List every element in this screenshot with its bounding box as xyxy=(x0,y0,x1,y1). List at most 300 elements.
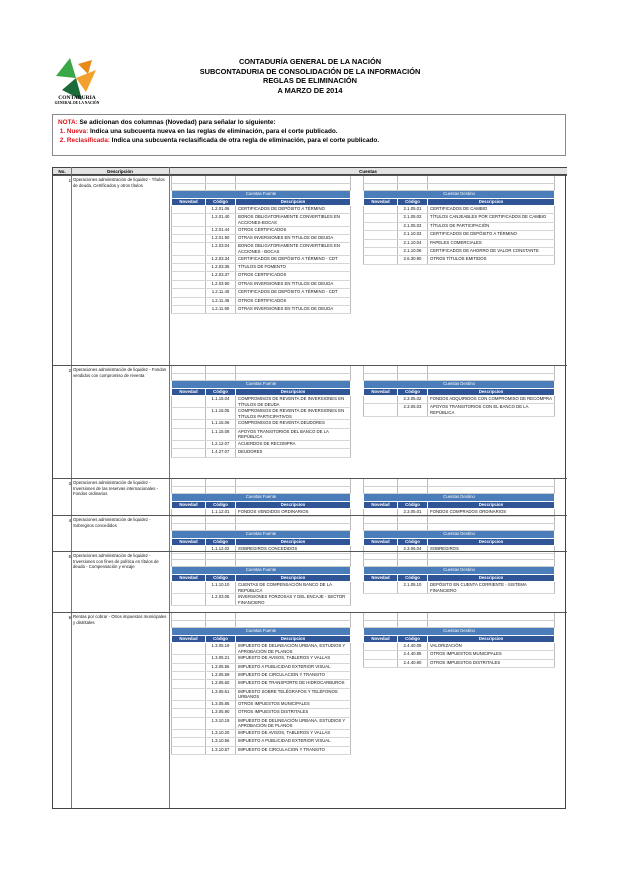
section-block xyxy=(53,551,567,612)
codigo-cell: 2.1.10.04 xyxy=(398,239,428,247)
table-row xyxy=(364,659,555,667)
codigo-cell: 1.3.05.60 xyxy=(206,680,236,688)
novedad-cell xyxy=(364,396,398,404)
novedad-header: Novedad xyxy=(364,538,398,546)
descripcion-cell: OTROS IMPUESTOS DISTRITALES xyxy=(428,659,555,667)
codigo-header: Código xyxy=(398,501,428,509)
descripcion-cell: DEUDORES xyxy=(236,449,351,457)
codigo-cell: 2.1.05.01 xyxy=(398,206,428,214)
codigo-header: Código xyxy=(206,574,236,582)
descripcion-header: Descripcion xyxy=(428,388,555,396)
descripcion-cell: DEPÓSITO EN CUENTA CORRIENTE - SISTEMA FINANCIERO xyxy=(428,582,555,594)
descripcion-header: Descripcion xyxy=(428,635,555,643)
header-line-4: A MARZO DE 2014 xyxy=(277,85,343,95)
destino-title: Cuentas Destino xyxy=(364,190,555,198)
descripcion-cell: SOBREGIROS xyxy=(428,546,555,554)
novedad-cell xyxy=(172,297,206,305)
header-line-1: CONTADURÍA GENERAL DE LA NACIÓN xyxy=(238,57,382,66)
cuentas-fuente-table xyxy=(171,613,351,755)
destino-band xyxy=(364,380,555,388)
novedad-header: Novedad xyxy=(172,538,206,546)
descripcion-cell: ACUERDOS DE RECOMPRA xyxy=(236,440,351,448)
header-line-3: REGLAS DE ELIMINACIÓN xyxy=(262,76,358,86)
table-row xyxy=(172,243,351,255)
destino-band xyxy=(364,566,555,574)
spacer-row xyxy=(364,479,555,486)
table-row xyxy=(364,404,555,416)
section-description: Operaciones administración de liquidez - Sobregiros concedidos xyxy=(73,517,151,528)
destino-band xyxy=(364,493,555,501)
descripcion-cell: COMPROMISOS DE REVENTA DE INVERSIONES EN TÍTULOS PARTICIPATIVOS xyxy=(236,408,351,420)
descripcion-cell: OTRAS INVERSIONES EN TITULOS DE DEUDA xyxy=(236,305,351,313)
novedad-cell xyxy=(172,420,206,428)
codigo-cell: 1.2.11.40 xyxy=(206,289,236,297)
codigo-cell: 1.4.27.07 xyxy=(206,449,236,457)
codigo-cell: 1.3.10.20 xyxy=(206,729,236,737)
fuente-column-headers xyxy=(172,501,351,509)
table-row xyxy=(364,396,555,404)
descripcion-cell: CERTIFICADOS DE DEPÓSITO A TÉRMINO - CDT xyxy=(236,255,351,263)
codigo-cell: 1.1.15.04 xyxy=(206,396,236,408)
fuente-title: Cuentas Fuente xyxy=(172,493,351,501)
destino-column-headers xyxy=(364,538,555,546)
novedad-header: Novedad xyxy=(364,574,398,582)
descripcion-header: Descripcion xyxy=(236,198,351,206)
codigo-header: Código xyxy=(206,198,236,206)
novedad-cell xyxy=(172,680,206,688)
novedad-cell xyxy=(172,206,206,214)
fuente-title: Cuentas Fuente xyxy=(172,530,351,538)
table-row xyxy=(364,206,555,214)
cuentas-fuente-table xyxy=(171,516,351,554)
descripcion-cell: TÍTULOS DE PARTICIPACIÓN xyxy=(428,222,555,230)
descripcion-cell: VALORIZACIÓN xyxy=(428,643,555,651)
destino-band xyxy=(364,190,555,198)
table-row xyxy=(172,671,351,679)
cuentas-destino-table xyxy=(363,516,555,554)
codigo-cell: 2.1.10.03 xyxy=(398,231,428,239)
fuente-title: Cuentas Fuente xyxy=(172,566,351,574)
codigo-cell: 1.3.10.56 xyxy=(206,738,236,746)
descripcion-cell: IMPUESTO DE DELINEACIÓN URBANA, ESTUDIOS Y APROBACIÓN DE PLANOS xyxy=(236,643,351,655)
logo-subtext: GENERAL DE LA NACIÓN xyxy=(54,101,100,105)
spacer-row xyxy=(172,479,351,486)
codigo-cell: 1.2.03.34 xyxy=(206,255,236,263)
novedad-cell xyxy=(364,206,398,214)
descripcion-header: Descripcion xyxy=(236,501,351,509)
table-row xyxy=(364,222,555,230)
table-row xyxy=(364,231,555,239)
destino-title: Cuentas Destino xyxy=(364,493,555,501)
destino-title: Cuentas Destino xyxy=(364,566,555,574)
descripcion-cell: TÍTULOS CANJEABLES POR CERTIFICADOS DE CAMBIO xyxy=(428,214,555,222)
fuente-title: Cuentas Fuente xyxy=(172,380,351,388)
spacer-row xyxy=(364,552,555,559)
cuentas-destino-table xyxy=(363,613,555,668)
codigo-cell: 1.2.11.45 xyxy=(206,297,236,305)
fuente-title: Cuentas Fuente xyxy=(172,627,351,635)
table-row xyxy=(364,582,555,594)
table-row xyxy=(172,440,351,448)
novedad-header: Novedad xyxy=(172,198,206,206)
novedad-cell xyxy=(172,671,206,679)
novedad-cell xyxy=(364,256,398,264)
codigo-header: Código xyxy=(398,198,428,206)
descripcion-cell: CUENTAS DE COMPENSACIÓN BANCO DE LA REPÚBLICA xyxy=(236,582,351,594)
nota-item-reclasificada xyxy=(58,136,560,145)
descripcion-cell: BONOS OBLIGATORIAMENTE CONVERTIBLES EN ACCIONES - BOCAS xyxy=(236,243,351,255)
novedad-cell xyxy=(172,663,206,671)
cuentas-destino-table xyxy=(363,552,555,594)
descripcion-cell: TÍTULOS DE FOMENTO xyxy=(236,263,351,271)
nota-box xyxy=(52,114,566,156)
col-cuentas-header: Cuentas xyxy=(359,169,377,174)
rules-table xyxy=(52,167,566,809)
codigo-cell: 2.4.40.90 xyxy=(398,659,428,667)
novedad-cell xyxy=(172,440,206,448)
descripcion-cell: CERTIFICADOS DE CAMBIO xyxy=(428,206,555,214)
codigo-cell: 1.2.03.35 xyxy=(206,263,236,271)
novedad-header: Novedad xyxy=(364,501,398,509)
descripcion-cell: OTROS CERTIFICADOS xyxy=(236,226,351,234)
novedad-header: Novedad xyxy=(172,388,206,396)
cuentas-destino-table xyxy=(363,366,555,417)
novedad-header: Novedad xyxy=(364,635,398,643)
novedad-cell xyxy=(172,243,206,255)
spacer-row xyxy=(172,620,351,627)
destino-band xyxy=(364,530,555,538)
spacer-row xyxy=(172,486,351,493)
novedad-cell xyxy=(364,659,398,667)
novedad-cell xyxy=(172,289,206,297)
fuente-band xyxy=(172,493,351,501)
fuente-band xyxy=(172,566,351,574)
descripcion-cell: COMPROMISOS DE REVENTA DEUDORES xyxy=(236,420,351,428)
codigo-cell: 1.2.01.44 xyxy=(206,226,236,234)
table-row xyxy=(172,643,351,655)
descripcion-cell: CERTIFICADOS DE DEPÓSITO A TÉRMINO xyxy=(236,206,351,214)
descripcion-cell: BONOS OBLIGATORIAMENTE CONVERTIBLES EN ACCIONES-BOCAS xyxy=(236,214,351,226)
fuente-column-headers xyxy=(172,538,351,546)
codigo-cell: 1.2.03.37 xyxy=(206,272,236,280)
descripcion-header: Descripcion xyxy=(428,198,555,206)
section-block xyxy=(53,365,567,478)
nota-item-2-text: Indica una subcuenta reclasificada de otra regla de eliminación, para el corte publicado. xyxy=(109,137,380,145)
table-row xyxy=(172,263,351,271)
codigo-cell: 1.3.05.61 xyxy=(206,688,236,700)
fuente-band xyxy=(172,627,351,635)
cuentas-fuente-table xyxy=(171,176,351,314)
codigo-cell: 1.3.05.59 xyxy=(206,671,236,679)
novedad-cell xyxy=(364,222,398,230)
descripcion-cell: IMPUESTO DE CIRCULACION Y TRANSITO xyxy=(236,671,351,679)
section-number: 4 xyxy=(68,518,71,523)
codigo-cell: 1.3.05.85 xyxy=(206,700,236,708)
table-row xyxy=(364,247,555,255)
nota-item-2-num: 2. xyxy=(59,137,66,145)
novedad-header: Novedad xyxy=(172,635,206,643)
spacer-row xyxy=(364,486,555,493)
codigo-cell: 1.1.12.02 xyxy=(206,546,236,554)
novedad-cell xyxy=(172,272,206,280)
spacer-row xyxy=(172,373,351,380)
fuente-column-headers xyxy=(172,574,351,582)
codigo-cell: 1.1.15.06 xyxy=(206,420,236,428)
spacer-row xyxy=(172,183,351,190)
descripcion-header: Descripcion xyxy=(236,635,351,643)
codigo-cell: 1.1.12.01 xyxy=(206,509,236,517)
descripcion-cell: CERTIFICADOS DE DEPÓSITO A TÉRMINO xyxy=(428,231,555,239)
codigo-header: Código xyxy=(398,574,428,582)
section-number: 6 xyxy=(68,615,71,620)
table-row xyxy=(172,280,351,288)
descripcion-cell: IMPUESTO DE DELINEACIÓN URBANA, ESTUDIOS Y APROBACIÓN DE PLANOS xyxy=(236,717,351,729)
table-row xyxy=(172,272,351,280)
novedad-cell xyxy=(172,255,206,263)
novedad-cell xyxy=(172,449,206,457)
codigo-cell: 1.2.01.06 xyxy=(206,206,236,214)
descripcion-cell: COMPROMISOS DE REVENTA DE INVERSIONES EN TÍTULOS DE DEUDA xyxy=(236,396,351,408)
codigo-cell: 1.2.01.90 xyxy=(206,234,236,242)
table-row xyxy=(172,396,351,408)
nota-line xyxy=(58,118,560,127)
novedad-cell xyxy=(172,738,206,746)
codigo-cell: 1.1.10.10 xyxy=(206,582,236,594)
table-row xyxy=(172,255,351,263)
spacer-row xyxy=(364,620,555,627)
spacer-row xyxy=(172,176,351,183)
novedad-cell xyxy=(364,231,398,239)
novedad-cell xyxy=(172,729,206,737)
table-row xyxy=(172,582,351,594)
novedad-cell xyxy=(172,396,206,408)
descripcion-cell: SOBREGIROS CONCEDIDOS xyxy=(236,546,351,554)
descripcion-cell: FONDOS ADQUIRIDOS CON COMPROMISO DE RECOMPRA xyxy=(428,396,555,404)
descripcion-cell: IMPUESTO A PUBLICIDAD EXTERIOR VISUAL xyxy=(236,663,351,671)
table-row xyxy=(172,738,351,746)
table-row xyxy=(172,408,351,420)
nota-item-nueva xyxy=(58,127,560,136)
descripcion-header: Descripcion xyxy=(236,574,351,582)
codigo-cell: 1.3.05.19 xyxy=(206,643,236,655)
novedad-cell xyxy=(172,582,206,594)
fuente-band xyxy=(172,190,351,198)
nota-label: NOTA: xyxy=(58,119,78,126)
spacer-row xyxy=(172,523,351,530)
novedad-cell xyxy=(364,214,398,222)
section-description: Operaciones administración de liquidez - Títulos de deuda, Certificados y otros títulos xyxy=(73,177,165,188)
destino-column-headers xyxy=(364,635,555,643)
spacer-row xyxy=(364,183,555,190)
spacer-row xyxy=(172,552,351,559)
spacer-row xyxy=(364,516,555,523)
table-row xyxy=(172,206,351,214)
table-row xyxy=(172,663,351,671)
novedad-cell xyxy=(172,700,206,708)
novedad-cell xyxy=(172,746,206,754)
spacer-row xyxy=(172,559,351,566)
table-row xyxy=(172,289,351,297)
destino-band xyxy=(364,627,555,635)
destino-column-headers xyxy=(364,388,555,396)
codigo-cell: 2.1.10.06 xyxy=(398,247,428,255)
spacer-row xyxy=(364,523,555,530)
novedad-cell xyxy=(172,688,206,700)
table-row xyxy=(172,717,351,729)
codigo-cell: 1.1.15.08 xyxy=(206,428,236,440)
novedad-cell xyxy=(364,582,398,594)
descripcion-cell: OTROS IMPUESTOS MUNICIPALES xyxy=(236,700,351,708)
fuente-column-headers xyxy=(172,198,351,206)
codigo-cell: 2.4.40.85 xyxy=(398,651,428,659)
descripcion-cell: OTROS IMPUESTOS MUNICIPALES xyxy=(428,651,555,659)
codigo-header: Código xyxy=(398,635,428,643)
codigo-cell: 2.3.06.04 xyxy=(398,546,428,554)
codigo-header: Código xyxy=(398,538,428,546)
novedad-header: Novedad xyxy=(364,198,398,206)
col-no-header: No. xyxy=(58,169,66,174)
descripcion-cell: IMPUESTO A PUBLICIDAD EXTERIOR VISUAL xyxy=(236,738,351,746)
codigo-header: Código xyxy=(206,635,236,643)
header-line-2: SUBCONTADURIA DE CONSOLIDACIÓN DE LA INFORMACIÓN xyxy=(199,66,421,76)
novedad-header: Novedad xyxy=(172,574,206,582)
novedad-cell xyxy=(172,226,206,234)
codigo-cell: 1.2.11.90 xyxy=(206,305,236,313)
destino-column-headers xyxy=(364,198,555,206)
descripcion-header: Descripcion xyxy=(236,538,351,546)
section-description: Operaciones administración de liquidez - Fondos vendidos con compromiso de reventa xyxy=(73,367,167,378)
novedad-cell xyxy=(172,263,206,271)
table-row xyxy=(172,594,351,606)
table-row xyxy=(172,428,351,440)
fuente-column-headers xyxy=(172,388,351,396)
novedad-cell xyxy=(172,643,206,655)
table-row xyxy=(172,234,351,242)
codigo-cell: 1.2.03.05 xyxy=(206,594,236,606)
descripcion-cell: IMPUESTO DE AVISOS, TABLEROS Y VALLAS xyxy=(236,655,351,663)
descripcion-header: Descripcion xyxy=(428,538,555,546)
codigo-cell: 1.2.03.04 xyxy=(206,243,236,255)
section-block xyxy=(53,175,567,365)
codigo-cell: 2.1.05.03 xyxy=(398,222,428,230)
descripcion-cell: FONDOS VENDIDOS ORDINARIOS xyxy=(236,509,351,517)
section-block xyxy=(53,612,567,809)
nota-item-2-label: Reclasificada: xyxy=(66,137,110,145)
nota-text: Se adicionan dos columnas (Novedad) para señalar lo siguiente: xyxy=(77,119,276,126)
destino-title: Cuentas Destino xyxy=(364,530,555,538)
spacer-row xyxy=(172,516,351,523)
codigo-cell: 2.3.05.02 xyxy=(398,396,428,404)
novedad-cell xyxy=(172,594,206,606)
descripcion-cell: APOYOS TRANSITORIOS DEL BANCO DE LA REPÚBLICA xyxy=(236,428,351,440)
table-header-row xyxy=(53,167,567,175)
logo-name: CONTADURIA xyxy=(58,95,96,101)
table-row xyxy=(172,420,351,428)
spacer-row xyxy=(364,176,555,183)
descripcion-cell: APOYOS TRANSITORIOS CON EL BANCO DE LA REPÚBLICA xyxy=(428,404,555,416)
codigo-header: Código xyxy=(206,388,236,396)
codigo-cell: 2.3.05.01 xyxy=(398,509,428,517)
table-row xyxy=(364,651,555,659)
novedad-cell xyxy=(364,247,398,255)
novedad-cell xyxy=(172,709,206,717)
descripcion-cell: OTROS CERTIFICADOS xyxy=(236,272,351,280)
novedad-cell xyxy=(364,404,398,416)
novedad-cell xyxy=(364,643,398,651)
codigo-cell: 1.3.05.56 xyxy=(206,663,236,671)
codigo-cell: 2.6.30.90 xyxy=(398,256,428,264)
descripcion-cell: OTROS TÍTULOS EMITIDOS xyxy=(428,256,555,264)
cuentas-fuente-table xyxy=(171,552,351,606)
codigo-cell: 1.1.15.05 xyxy=(206,408,236,420)
table-row xyxy=(172,729,351,737)
table-row xyxy=(172,449,351,457)
spacer-row xyxy=(364,559,555,566)
novedad-cell xyxy=(172,214,206,226)
codigo-cell: 1.3.05.21 xyxy=(206,655,236,663)
cuentas-destino-table xyxy=(363,479,555,517)
table-row xyxy=(364,239,555,247)
document-header xyxy=(0,57,620,95)
spacer-row xyxy=(364,366,555,373)
fuente-title: Cuentas Fuente xyxy=(172,190,351,198)
codigo-cell: 1.3.10.19 xyxy=(206,717,236,729)
novedad-cell xyxy=(172,234,206,242)
novedad-cell xyxy=(172,717,206,729)
destino-column-headers xyxy=(364,574,555,582)
novedad-cell xyxy=(172,428,206,440)
table-row xyxy=(172,655,351,663)
codigo-cell: 2.1.05.02 xyxy=(398,214,428,222)
section-number: 5 xyxy=(68,554,71,559)
codigo-cell: 2.4.40.05 xyxy=(398,643,428,651)
descripcion-header: Descripcion xyxy=(428,574,555,582)
fuente-column-headers xyxy=(172,635,351,643)
spacer-row xyxy=(172,366,351,373)
descripcion-cell: PAPELES COMERCIALES xyxy=(428,239,555,247)
logo-text xyxy=(42,95,112,105)
descripcion-cell: CERTIFICADOS DE DEPÓSITO A TÉRMINO - CDT xyxy=(236,289,351,297)
novedad-header: Novedad xyxy=(364,388,398,396)
section-description: Rentas por cobrar - Otros impuestos municipales y distritales xyxy=(73,614,167,625)
table-row xyxy=(172,297,351,305)
cuentas-fuente-table xyxy=(171,479,351,517)
descripcion-header: Descripcion xyxy=(236,388,351,396)
novedad-cell xyxy=(172,408,206,420)
section-number: 3 xyxy=(68,481,71,486)
destino-column-headers xyxy=(364,501,555,509)
section-description: Operaciones administración de liquidez - Inversiones de las reservas internacionales - Fondos ordinarios xyxy=(73,480,159,497)
nota-item-1-num: 1. xyxy=(59,128,66,136)
descripcion-cell: INVERSIONES FORZOSAS Y DEL ENCAJE - SECTOR FINANCIERO xyxy=(236,594,351,606)
table-row xyxy=(172,226,351,234)
table-row xyxy=(364,214,555,222)
codigo-cell: 1.2.12.07 xyxy=(206,440,236,448)
section-number: 1 xyxy=(68,178,71,183)
section-number: 2 xyxy=(68,368,71,373)
novedad-cell xyxy=(364,239,398,247)
novedad-cell xyxy=(364,651,398,659)
section-block xyxy=(53,478,567,515)
codigo-cell: 1.3.05.90 xyxy=(206,709,236,717)
novedad-cell xyxy=(172,655,206,663)
table-row xyxy=(172,214,351,226)
spacer-row xyxy=(364,613,555,620)
cuentas-destino-table xyxy=(363,176,555,265)
codigo-cell: 2.1.05.10 xyxy=(398,582,428,594)
codigo-header: Código xyxy=(206,538,236,546)
novedad-cell xyxy=(172,280,206,288)
